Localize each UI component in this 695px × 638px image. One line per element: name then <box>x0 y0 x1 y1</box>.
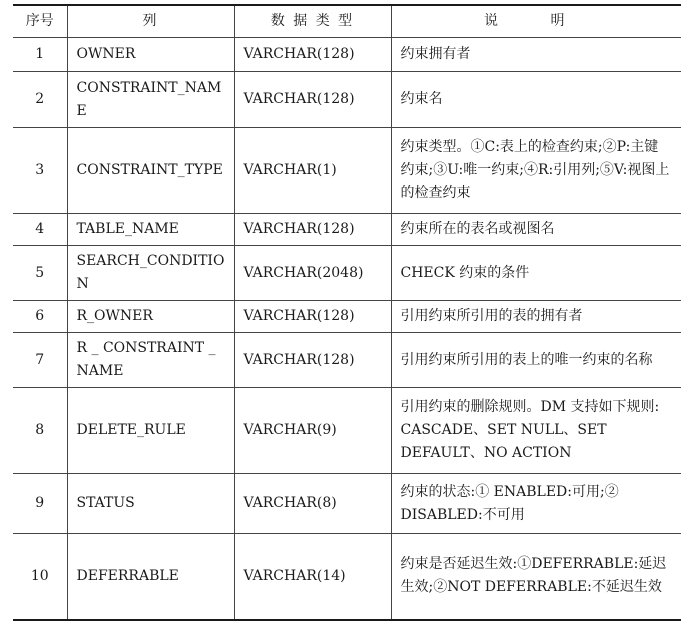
cell-column: OWNER <box>67 38 234 72</box>
cell-desc: 约束类型。①C:表上的检查约束;②P:主键约束;③U:唯一约束;④R:引用列;⑤V:视图上的检查约束 <box>391 128 681 214</box>
table-row <box>13 214 681 246</box>
cell-column: TABLE_NAME <box>67 214 234 246</box>
cell-no: 6 <box>13 301 67 333</box>
cell-desc: 引用约束所引用的表的拥有者 <box>391 301 681 333</box>
cell-type: VARCHAR(1) <box>234 128 391 214</box>
cell-no: 5 <box>13 246 67 301</box>
cell-no: 7 <box>13 333 67 388</box>
cell-desc: 约束所在的表名或视图名 <box>391 214 681 246</box>
cell-desc: 约束的状态:① ENABLED:可用;② DISABLED:不可用 <box>391 474 681 534</box>
table-row <box>13 38 681 72</box>
cell-desc: 引用约束的删除规则。DM 支持如下规则: CASCADE、SET NULL、SET DEFAULT、NO ACTION <box>391 388 681 474</box>
cell-type: VARCHAR(2048) <box>234 246 391 301</box>
cell-column: CONSTRAINT_NAME <box>67 72 234 128</box>
table-body <box>13 38 681 620</box>
cell-no: 1 <box>13 38 67 72</box>
cell-column: DELETE_RULE <box>67 388 234 474</box>
cell-column: R_OWNER <box>67 301 234 333</box>
cell-desc: 约束是否延迟生效:①DEFERRABLE:延迟生效;②NOT DEFERRABLE:不延迟生效 <box>391 534 681 620</box>
cell-no: 2 <box>13 72 67 128</box>
cell-no: 3 <box>13 128 67 214</box>
header-type: 数 据 类 型 <box>234 5 391 38</box>
cell-desc: 约束名 <box>391 72 681 128</box>
cell-column: CONSTRAINT_TYPE <box>67 128 234 214</box>
table-row <box>13 246 681 301</box>
cell-column: R _ CONSTRAINT _ NAME <box>67 333 234 388</box>
cell-type: VARCHAR(128) <box>234 72 391 128</box>
header-desc: 说 明 <box>391 5 681 38</box>
cell-column: STATUS <box>67 474 234 534</box>
table-row <box>13 72 681 128</box>
table-header <box>13 5 681 38</box>
cell-column: SEARCH_CONDITION <box>67 246 234 301</box>
cell-no: 10 <box>13 534 67 620</box>
constraints-table <box>13 4 681 621</box>
cell-type: VARCHAR(8) <box>234 474 391 534</box>
cell-type: VARCHAR(128) <box>234 301 391 333</box>
cell-desc: CHECK 约束的条件 <box>391 246 681 301</box>
cell-type: VARCHAR(128) <box>234 214 391 246</box>
cell-no: 4 <box>13 214 67 246</box>
header-column: 列 <box>67 5 234 38</box>
table-row <box>13 388 681 474</box>
cell-desc: 约束拥有者 <box>391 38 681 72</box>
table-row <box>13 474 681 534</box>
cell-type: VARCHAR(14) <box>234 534 391 620</box>
cell-column: DEFERRABLE <box>67 534 234 620</box>
cell-desc: 引用约束所引用的表上的唯一约束的名称 <box>391 333 681 388</box>
table-row <box>13 534 681 620</box>
header-row <box>13 5 681 38</box>
cell-type: VARCHAR(128) <box>234 333 391 388</box>
cell-no: 8 <box>13 388 67 474</box>
table-row <box>13 333 681 388</box>
table-row <box>13 128 681 214</box>
cell-type: VARCHAR(9) <box>234 388 391 474</box>
table-row <box>13 301 681 333</box>
header-no: 序号 <box>13 5 67 38</box>
cell-no: 9 <box>13 474 67 534</box>
cell-type: VARCHAR(128) <box>234 38 391 72</box>
